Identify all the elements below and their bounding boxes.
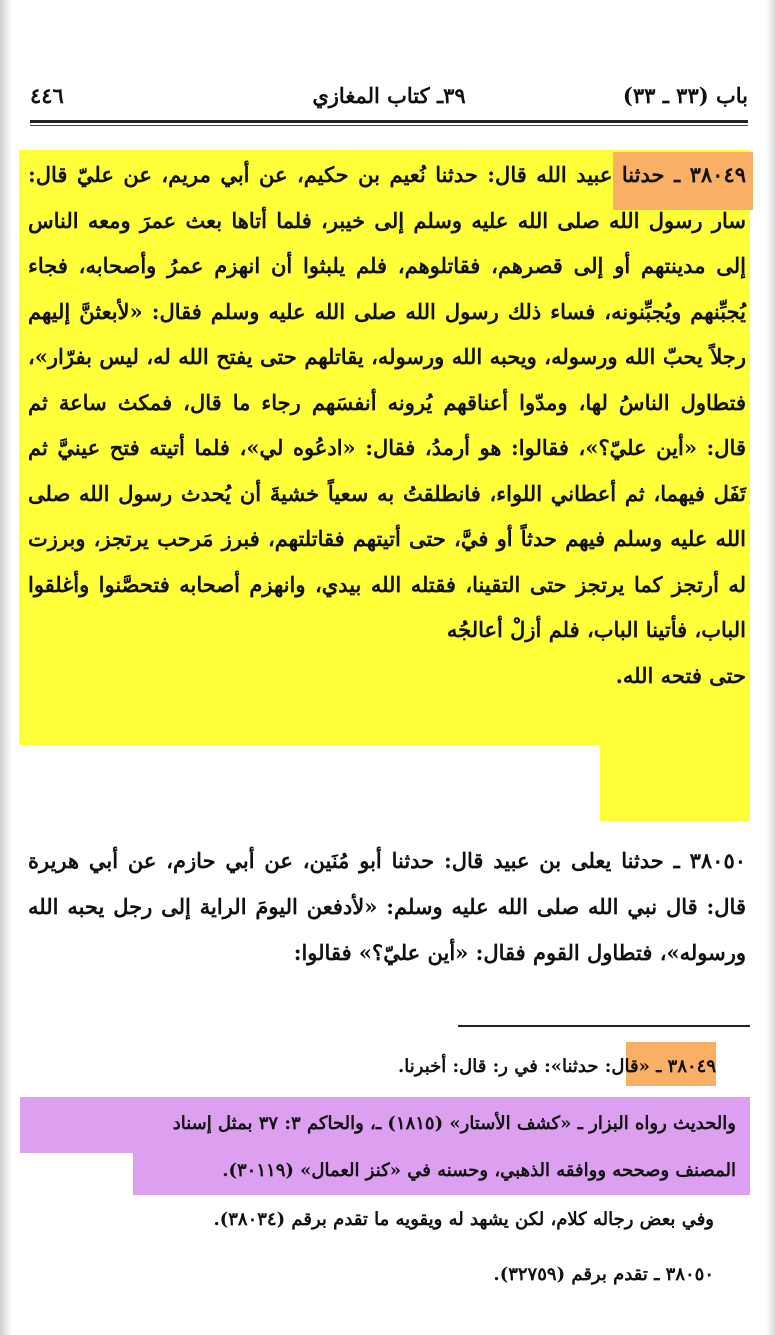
page-shadow-right: [766, 0, 776, 1335]
footnote-1-line-2: والحديث رواه البزار ـ «كشف الأستار» (١٨١٥) ـ، والحاكم ٣: ٣٧ بمثل إسناد: [172, 1113, 736, 1134]
footnote-rule: [458, 1025, 750, 1027]
footnote-number: ٣٨٠٤٩ ـ: [656, 1056, 716, 1077]
footnote-1-line-4: وفي بعض رجاله كلام، لكن يشهد له ويقويه ما تقدم برقم (٣٨٠٣٤).: [213, 1209, 714, 1230]
page-shadow-left: [0, 0, 12, 1335]
hadith-last-line: حتى فتحه الله.: [615, 662, 746, 688]
header-rule-thin: [30, 125, 748, 126]
hadith-number: ٣٨٠٥٠ ـ: [673, 848, 747, 873]
page-number: ٤٤٦: [30, 83, 64, 108]
hadith-38049: [28, 152, 746, 698]
footnote-1: [398, 1048, 716, 1086]
footnote-2: ٣٨٠٥٠ ـ تقدم برقم (٣٢٧٥٩).: [493, 1264, 714, 1285]
footnote-text: «قال: حدثنا»: في ر: قال: أخبرنا.: [398, 1056, 650, 1077]
yellow-highlight-tail: [600, 745, 750, 821]
hadith-text: حدثنا يعلى بن عبيد قال: حدثنا أبو مُنَين، عن أبي حازم، عن أبي هريرة قال: قال نبي الله صلى الله عليه وسلم: «لأدفعن اليومَ الراية إلى رجل يحبه الله ورسوله»، فتطاول القوم فقال: «أين عليّ؟» فقالوا:: [28, 848, 746, 965]
header-rule: [30, 120, 748, 123]
chapter-label: باب (٣٣ ـ ٣٣): [622, 83, 748, 108]
footnote-1-line-3: المصنف وصححه ووافقه الذهبي، وحسنه في «كنز العمال» (٣٠١١٩).: [222, 1160, 736, 1181]
book-title: ٣٩ـ كتاب المغازي: [312, 83, 466, 108]
hadith-number: ٣٨٠٤٩ ـ: [673, 162, 747, 187]
hadith-38050: [28, 838, 746, 976]
page-header: [30, 78, 748, 114]
hadith-text: حدثنا عبيد الله قال: حدثنا نُعيم بن حكيم، عن أبي مريم، عن عليّ قال: سار رسول الله صلى الله عليه وسلم إلى خيبر، فلما أتاها بعث عمرَ ومعه الناس إلى مدينتهم أو إلى قصرهم، فقاتلوهم، فلم يلبثوا أن انهزم عمرُ وأصحابه، فجاء يُجبِّنهم ويُجبِّنونه، فساء ذلك رسول الله صلى الله عليه وسلم فقال: «لأبعثنَّ إليهم رجلاً يحبّ الله ورسوله، ويحبه الله ورسوله، يقاتلهم حتى يفتح الله له، ليس بفرّار»، فتطاول الناسُ لها، ومدّوا أعناقهم يُرونه أنفسَهم رجاء ما قال، فمكث ساعة ثم قال: «أين عليّ؟»، فقالوا: هو أرمدُ، فقال: «ادعُوه لي»، فلما أتيته فتح عينيَّ ثم تَفَل فيهما، ثم أعطاني اللواء، فانطلقتُ به سعياً خشيةَ أن يُحدث رسول الله صلى الله عليه وسلم فيهم حدثاً أو فيَّ، حتى أتيتهم فقاتلتهم، فبرز مَرحب يرتجز، وبرزت له أرتجز كما يرتجز حتى التقينا، فقتله الله بيدي، وانهزم أصحابه فتحصَّنوا وأغلقوا الباب، فأتينا الباب، فلم أزلْ أعالجُه: [28, 162, 746, 642]
